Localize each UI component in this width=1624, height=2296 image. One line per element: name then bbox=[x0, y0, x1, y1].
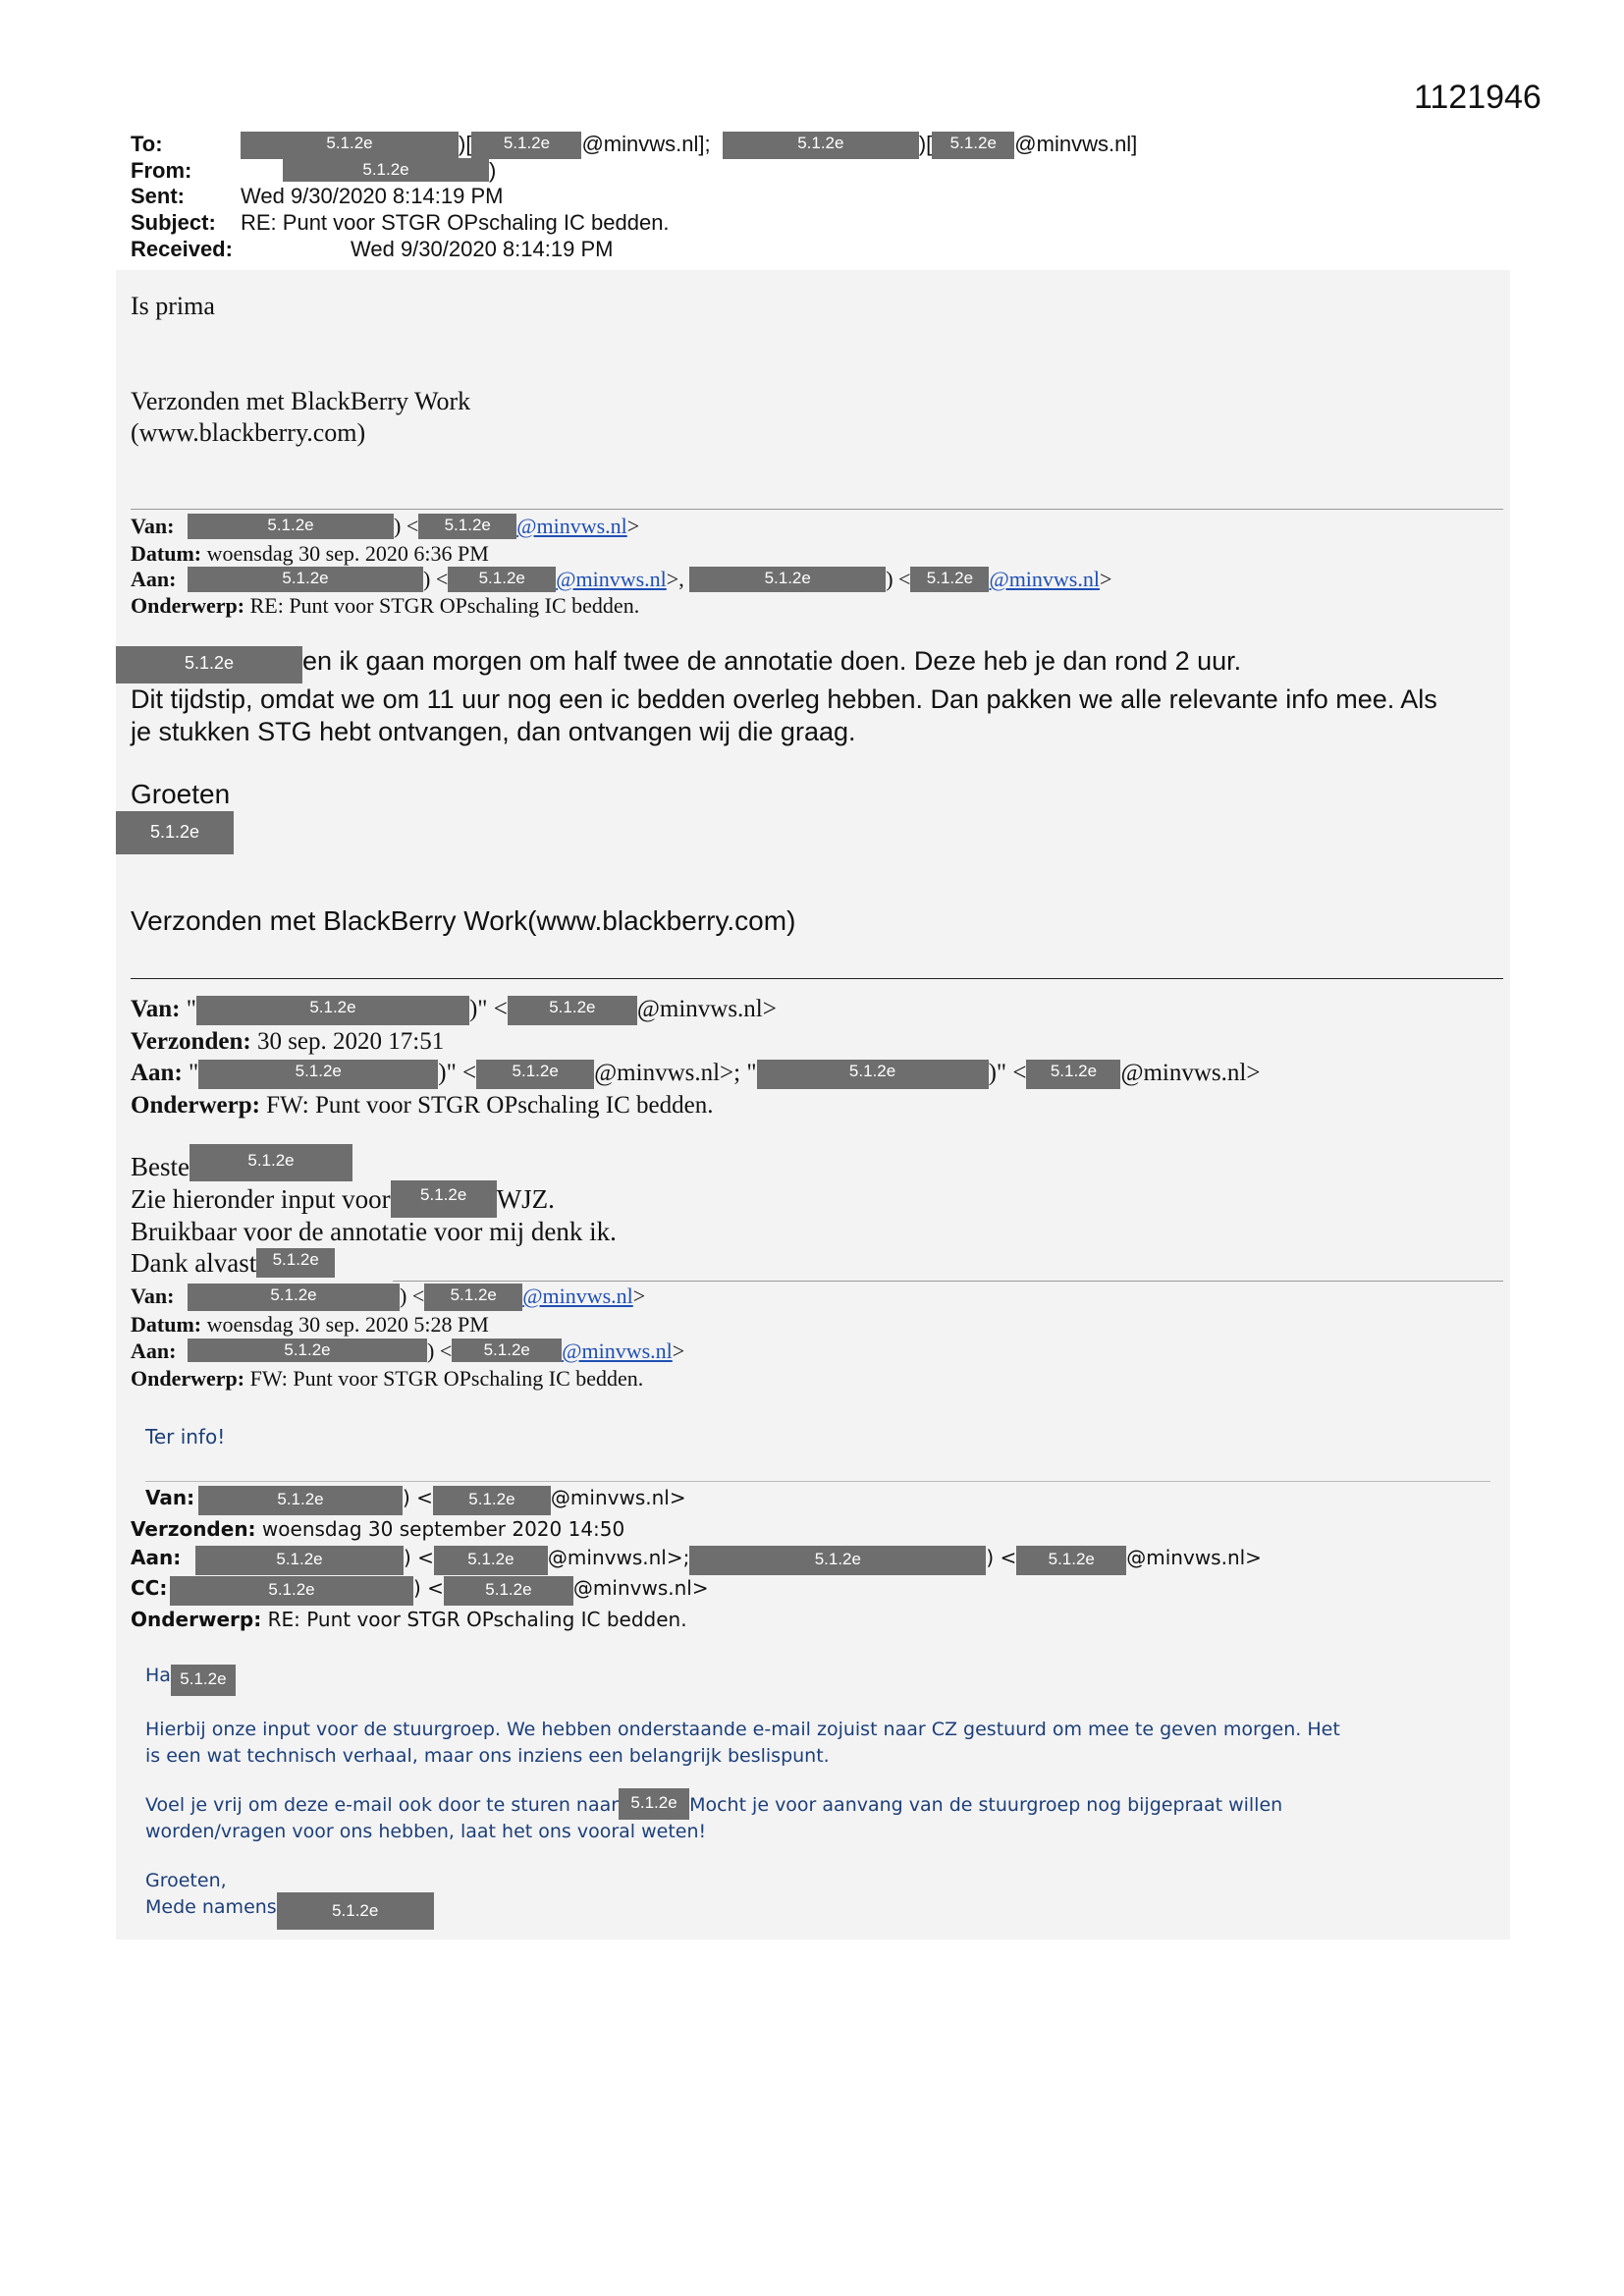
email-link[interactable]: @minvws.nl bbox=[516, 514, 627, 538]
redaction-box: 5.1.2e bbox=[757, 1060, 989, 1089]
onderwerp-label: Onderwerp: bbox=[131, 1608, 262, 1631]
msg5-p2-line2: worden/vragen voor ons hebben, laat het ons vooral weten! bbox=[145, 1821, 707, 1842]
zie-text-b: WJZ. bbox=[496, 1184, 555, 1214]
aan-sep: )" < bbox=[988, 1060, 1027, 1086]
msg2-signature: Verzonden met BlackBerry Work(www.blackberry.com) bbox=[131, 905, 796, 936]
cc-label: CC: bbox=[131, 1576, 168, 1600]
msg5-p1-line1: Hierbij onze input voor de stuurgroep. We hebben onderstaande e-mail zojuist naar CZ gestuurd om mee te geven morgen. Het bbox=[145, 1719, 1340, 1740]
msg2-text: en ik gaan morgen om half twee de annotatie doen. Deze heb je dan rond 2 uur. bbox=[302, 646, 1242, 676]
received-label: Received: bbox=[131, 237, 233, 261]
divider bbox=[393, 1281, 1503, 1282]
email-link[interactable]: @minvws.nl bbox=[522, 1284, 633, 1308]
datum-value: woensdag 30 sep. 2020 5:28 PM bbox=[206, 1312, 489, 1337]
subject-label: Subject: bbox=[131, 210, 216, 235]
divider bbox=[145, 1481, 1490, 1482]
redaction-box: 5.1.2e bbox=[1026, 1060, 1120, 1089]
divider bbox=[131, 509, 1503, 510]
msg4-datum-line bbox=[131, 1312, 489, 1338]
redaction-box: 5.1.2e bbox=[433, 1486, 551, 1515]
msg3-zie bbox=[131, 1184, 555, 1218]
cc-sep: ) < bbox=[413, 1576, 444, 1600]
msg2-datum-line bbox=[131, 541, 489, 567]
divider bbox=[131, 978, 1503, 979]
redaction-box: 5.1.2e bbox=[198, 1060, 438, 1089]
onderwerp-value: RE: Punt voor STGR OPschaling IC bedden. bbox=[267, 1608, 687, 1631]
msg3-onderwerp-line bbox=[131, 1092, 713, 1120]
aan-label: Aan: bbox=[131, 1546, 182, 1569]
msg5-p2-line1 bbox=[145, 1794, 1282, 1820]
redaction-box: 5.1.2e bbox=[1016, 1546, 1126, 1575]
redaction-box: 5.1.2e bbox=[116, 646, 302, 683]
ha-text: Ha bbox=[145, 1665, 171, 1686]
van-label: Van: bbox=[131, 1284, 175, 1308]
van-sep: ) < bbox=[403, 1486, 433, 1509]
msg3-van-line bbox=[131, 996, 777, 1025]
onderwerp-value: FW: Punt voor STGR OPschaling IC bedden. bbox=[266, 1092, 714, 1119]
aan-sep: ) < bbox=[886, 567, 911, 591]
aan-domain: @minvws.nl> bbox=[1126, 1546, 1262, 1569]
van-sep: ) < bbox=[400, 1284, 425, 1308]
redaction-box: 5.1.2e bbox=[508, 996, 637, 1025]
msg2-greeting: Groeten bbox=[131, 779, 231, 809]
redaction-box: 5.1.2e bbox=[116, 811, 234, 854]
msg5-mede bbox=[145, 1896, 434, 1930]
msg2-van-line bbox=[131, 514, 639, 539]
msg3-bruikbaar: Bruikbaar voor de annotatie voor mij denk ik. bbox=[131, 1217, 617, 1246]
redaction-box: 5.1.2e bbox=[198, 1486, 403, 1515]
to-sep: )[ bbox=[918, 132, 933, 156]
received-line bbox=[131, 237, 613, 262]
aan-domain: @minvws.nl> bbox=[1120, 1060, 1261, 1086]
to-domain: @minvws.nl] bbox=[1014, 132, 1138, 156]
aan-label: Aan: bbox=[131, 567, 177, 591]
redaction-box: 5.1.2e bbox=[256, 1248, 335, 1278]
van-domain: @minvws.nl> bbox=[636, 996, 777, 1022]
datum-label: Datum: bbox=[131, 1312, 202, 1337]
redaction-box: 5.1.2e bbox=[188, 1284, 400, 1311]
aan-label: Aan: bbox=[131, 1060, 183, 1086]
verzonden-value: woensdag 30 september 2020 14:50 bbox=[261, 1517, 625, 1541]
cc-domain: @minvws.nl> bbox=[572, 1576, 709, 1600]
redaction-box: 5.1.2e bbox=[452, 1339, 562, 1362]
mede-text: Mede namens bbox=[145, 1896, 277, 1918]
onderwerp-label: Onderwerp: bbox=[131, 1366, 245, 1391]
redaction-box: 5.1.2e bbox=[189, 1144, 352, 1181]
msg3-verzonden-line bbox=[131, 1028, 444, 1056]
aan-end: > bbox=[1099, 567, 1112, 591]
subject-line bbox=[131, 210, 670, 236]
aan-sep: ) < bbox=[427, 1339, 453, 1363]
quote: " bbox=[189, 1060, 199, 1086]
received-value: Wed 9/30/2020 8:14:19 PM bbox=[351, 237, 614, 261]
redaction-box: 5.1.2e bbox=[689, 1546, 986, 1575]
document-number: 1121946 bbox=[1414, 79, 1542, 116]
to-domain: @minvws.nl]; bbox=[581, 132, 711, 156]
onderwerp-label: Onderwerp: bbox=[131, 593, 245, 618]
van-end: > bbox=[626, 514, 640, 538]
quote: " bbox=[186, 996, 196, 1022]
redaction-box: 5.1.2e bbox=[418, 514, 516, 539]
van-domain: @minvws.nl> bbox=[550, 1486, 686, 1509]
aan-sep: )" < bbox=[438, 1060, 477, 1086]
redaction-box: 5.1.2e bbox=[619, 1788, 689, 1820]
msg1-signature-line1: Verzonden met BlackBerry Work bbox=[131, 387, 471, 415]
from-line bbox=[131, 158, 496, 184]
redaction-box: 5.1.2e bbox=[448, 567, 556, 592]
redaction-box: 5.1.2e bbox=[424, 1284, 522, 1311]
p2-text-b: Mocht je voor aanvang van de stuurgroep nog bijgepraat willen bbox=[689, 1794, 1283, 1816]
redaction-box: 5.1.2e bbox=[471, 132, 581, 159]
van-label: Van: bbox=[145, 1486, 195, 1509]
van-sep: )" < bbox=[468, 996, 508, 1022]
redaction-box: 5.1.2e bbox=[910, 567, 989, 592]
redaction-box: 5.1.2e bbox=[171, 1665, 236, 1696]
aan-domain: @minvws.nl>; bbox=[547, 1546, 690, 1569]
redaction-box: 5.1.2e bbox=[723, 132, 919, 159]
zie-text: Zie hieronder input voor bbox=[131, 1184, 391, 1214]
msg4-van-line bbox=[131, 1284, 645, 1311]
aan-sep: ) < bbox=[404, 1546, 434, 1569]
redaction-box: 5.1.2e bbox=[241, 132, 459, 159]
msg2-line1 bbox=[116, 646, 1241, 683]
email-link[interactable]: @minvws.nl bbox=[562, 1339, 673, 1363]
aan-label: Aan: bbox=[131, 1339, 177, 1363]
datum-label: Datum: bbox=[131, 541, 202, 566]
redaction-box: 5.1.2e bbox=[188, 567, 423, 592]
verzonden-label: Verzonden: bbox=[131, 1028, 251, 1055]
p2-text: Voel je vrij om deze e-mail ook door te sturen naar bbox=[145, 1794, 620, 1816]
redaction-box: 5.1.2e bbox=[188, 1339, 427, 1362]
to-label: To: bbox=[131, 132, 163, 156]
onderwerp-label: Onderwerp: bbox=[131, 1092, 260, 1119]
datum-value: woensdag 30 sep. 2020 6:36 PM bbox=[206, 541, 489, 566]
email-link[interactable]: @minvws.nl bbox=[556, 567, 667, 591]
sent-line bbox=[131, 184, 503, 209]
from-close: ) bbox=[489, 158, 497, 183]
msg1-signature-line2: (www.blackberry.com) bbox=[131, 418, 366, 447]
to-line bbox=[131, 132, 1137, 159]
aan-mid: >, bbox=[666, 567, 684, 591]
redaction-box: 5.1.2e bbox=[444, 1576, 573, 1606]
redaction-box: 5.1.2e bbox=[689, 567, 886, 592]
subject-value: RE: Punt voor STGR OPschaling IC bedden. bbox=[241, 210, 670, 235]
msg3-dank bbox=[131, 1248, 335, 1279]
van-label: Van: bbox=[131, 996, 181, 1022]
redaction-box: 5.1.2e bbox=[188, 514, 394, 539]
msg5-groeten: Groeten, bbox=[145, 1870, 227, 1891]
msg3-aan-line bbox=[131, 1060, 1260, 1089]
redaction-box: 5.1.2e bbox=[277, 1892, 434, 1930]
sent-value: Wed 9/30/2020 8:14:19 PM bbox=[241, 184, 504, 208]
redaction-box: 5.1.2e bbox=[476, 1060, 594, 1089]
msg3-beste bbox=[131, 1152, 352, 1182]
msg2-onderwerp-line bbox=[131, 593, 639, 619]
dank-text: Dank alvast bbox=[131, 1248, 257, 1278]
to-sep: )[ bbox=[459, 132, 472, 156]
van-sep: ) < bbox=[394, 514, 419, 538]
redaction-box: 5.1.2e bbox=[932, 132, 1014, 159]
msg5-verzonden-line bbox=[131, 1517, 624, 1541]
van-label: Van: bbox=[131, 514, 175, 538]
verzonden-value: 30 sep. 2020 17:51 bbox=[256, 1028, 445, 1055]
msg5-cc-line bbox=[131, 1576, 709, 1606]
msg2-line3: je stukken STG hebt ontvangen, dan ontvangen wij die graag. bbox=[131, 717, 856, 746]
aan-domain: @minvws.nl>; " bbox=[594, 1060, 757, 1086]
msg5-ha bbox=[145, 1665, 236, 1696]
redaction-box: 5.1.2e bbox=[170, 1576, 413, 1606]
van-end: > bbox=[632, 1284, 646, 1308]
from-label: From: bbox=[131, 158, 192, 183]
redaction-box: 5.1.2e bbox=[391, 1180, 497, 1218]
msg5-van-line bbox=[145, 1486, 686, 1515]
msg2-line2: Dit tijdstip, omdat we om 11 uur nog een ic bedden overleg hebben. Dan pakken we alle relevante info mee. Als bbox=[131, 684, 1437, 714]
aan-sep: ) < bbox=[986, 1546, 1017, 1569]
msg5-p1-line2: is een wat technisch verhaal, maar ons inziens een belangrijk beslispunt. bbox=[145, 1745, 830, 1767]
msg4-body: Ter info! bbox=[145, 1425, 226, 1449]
msg1-body: Is prima bbox=[131, 292, 215, 320]
verzonden-label: Verzonden: bbox=[131, 1517, 256, 1541]
onderwerp-value: RE: Punt voor STGR OPschaling IC bedden. bbox=[249, 593, 640, 618]
redaction-box: 5.1.2e bbox=[196, 996, 469, 1025]
redaction-box: 5.1.2e bbox=[195, 1546, 404, 1575]
onderwerp-value: FW: Punt voor STGR OPschaling IC bedden. bbox=[249, 1366, 644, 1391]
msg5-onderwerp-line bbox=[131, 1608, 687, 1631]
redaction-box: 5.1.2e bbox=[434, 1546, 548, 1575]
redaction-box: 5.1.2e bbox=[283, 158, 489, 182]
aan-sep: ) < bbox=[423, 567, 449, 591]
beste-text: Beste bbox=[131, 1152, 189, 1181]
msg2-aan-line bbox=[131, 567, 1111, 592]
aan-end: > bbox=[672, 1339, 685, 1363]
msg4-aan-line bbox=[131, 1339, 684, 1364]
sent-label: Sent: bbox=[131, 184, 185, 208]
email-link[interactable]: @minvws.nl bbox=[989, 567, 1100, 591]
msg4-onderwerp-line bbox=[131, 1366, 643, 1392]
msg5-aan-line bbox=[131, 1546, 1262, 1575]
